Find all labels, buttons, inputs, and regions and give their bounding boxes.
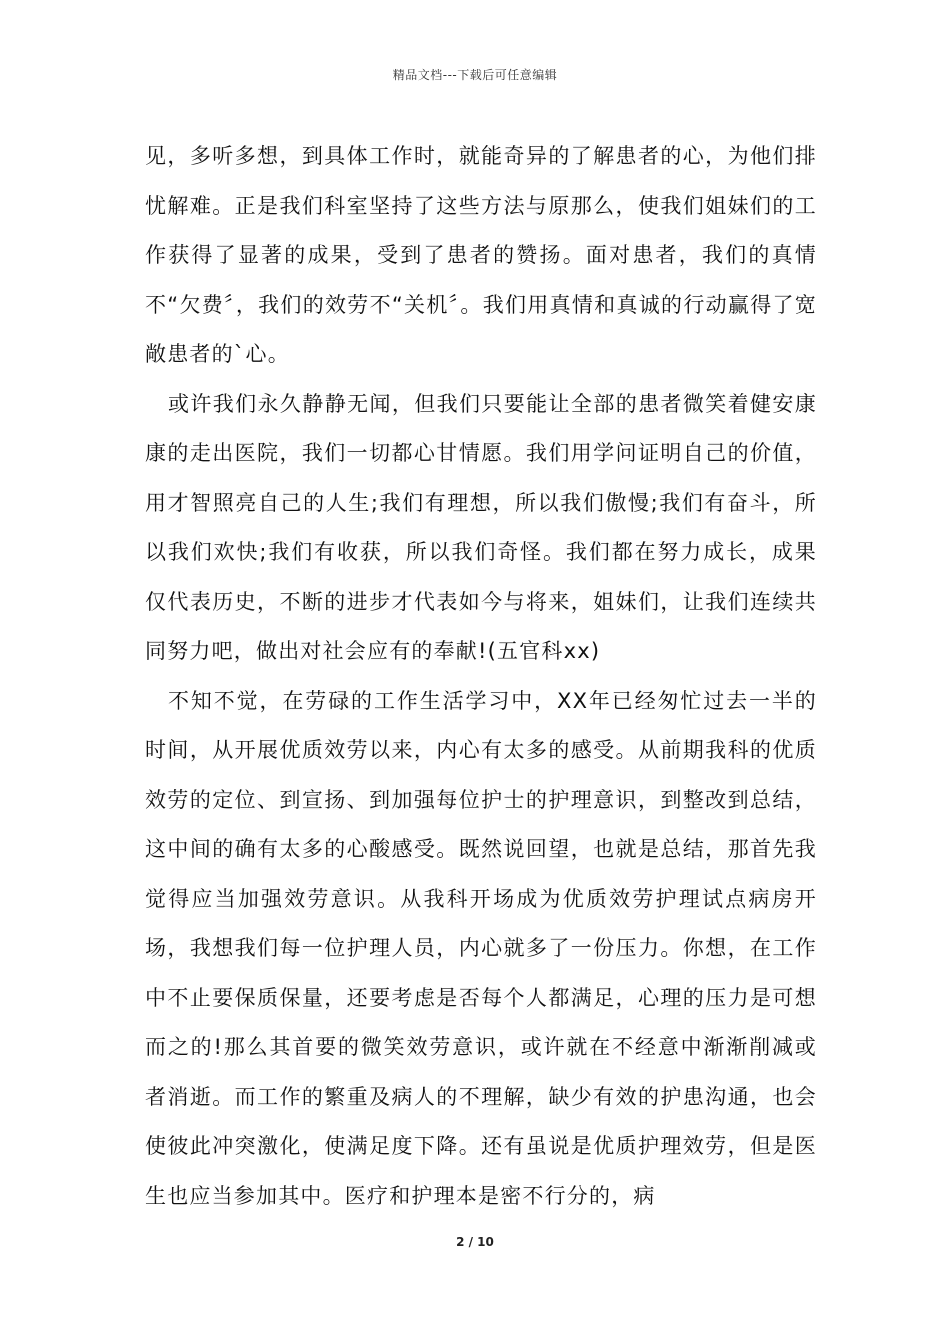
paragraph-3: 不知不觉，在劳碌的工作生活学习中，XX年已经匆忙过去一半的时间，从开展优质效劳以来，内心有太多的感受。从前期我科的优质效劳的定位、到宣扬、到加强每位护士的护理意识，到整改到总结，这中间的确有太多的心酸感受。既然说回望，也就是总结，那首先我觉得应当加强效劳意识。从我科开场成为优质效劳护理试点病房开场，我想我们每一位护理人员，内心就多了一份压力。你想，在工作中不止要保质保量，还要考虑是否每个人都满足，心理的压力是可想而之的!那么其首要的微笑效劳意识，或许就在不经意中渐渐削减或者消逝。而工作的繁重及病人的不理解，缺少有效的护患沟通，也会使彼此冲突激化，使满足度下降。还有虽说是优质护理效劳，但是医生也应当参加其中。医疗和护理本是密不行分的，病 (145, 688, 817, 1208)
paragraph-2: 或许我们永久静静无闻，但我们只要能让全部的患者微笑着健安康康的走出医院，我们一切都心甘情愿。我们用学问证明自己的价值，用才智照亮自己的人生;我们有理想，所以我们傲慢;我们有奋斗，所以我们欢快;我们有收获，所以我们奇怪。我们都在努力成长，成果仅代表历史，不断的进步才代表如今与将来，姐妹们，让我们连续共同努力吧，做出对社会应有的奉献!(五官科xx) (145, 391, 817, 663)
document-body (145, 132, 817, 1221)
page-number: 2 / 10 (456, 1235, 494, 1249)
page-header: 精品文档---下载后可任意编辑 (392, 68, 558, 82)
paragraph-1: 见，多听多想，到具体工作时，就能奇异的了解患者的心，为他们排忧解难。正是我们科室坚持了这些方法与原那么，使我们姐妹们的工作获得了显著的成果，受到了患者的赞扬。面对患者，我们的真情不“欠费〞，我们的效劳不“关机〞。我们用真情和真诚的行动赢得了宽敞患者的`心。 (145, 144, 817, 366)
